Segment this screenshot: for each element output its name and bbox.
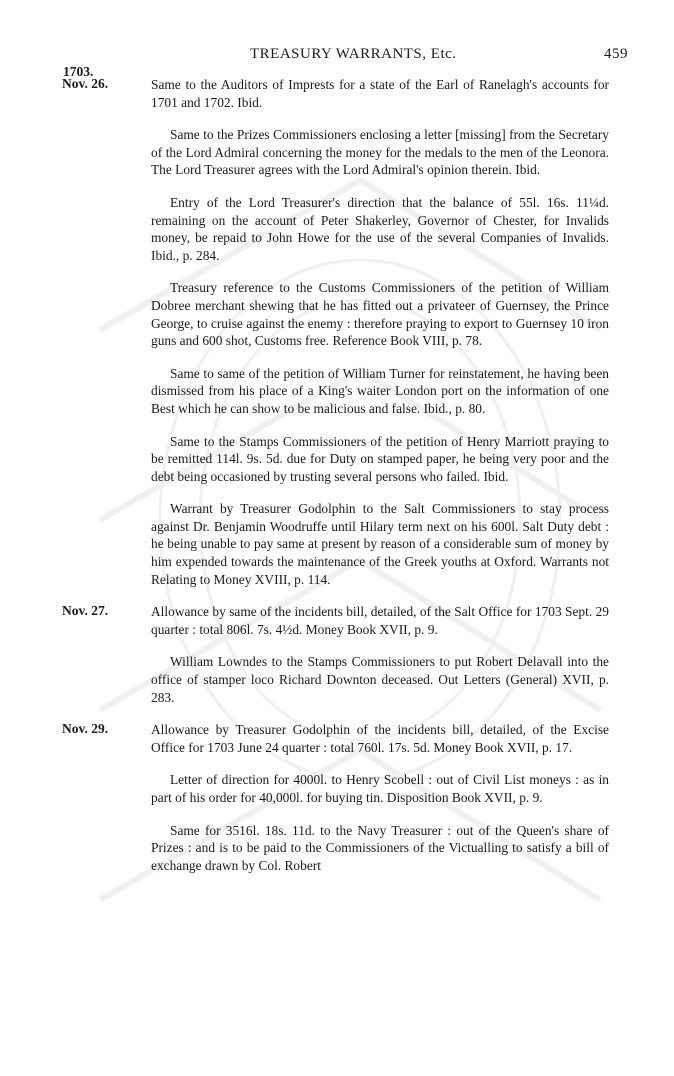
entry-date: Nov. 29. — [62, 721, 109, 737]
entry-text: Same to the Stamps Commissioners of the petition of Henry Marriott praying to be remitted 114l. 9s. 5d. due for Duty on stamped paper, he being very poor and the debt being occasioned by trusting several persons who failed. Ibid. — [151, 433, 609, 484]
entry — [0, 76, 674, 111]
entry-text: Same to the Prizes Commissioners enclosing a letter [missing] from the Secretary of the Lord Admiral concerning the money for the medals to the men of the Leonora. The Lord Treasurer agrees with the Lord Admiral's opinion therein. Ibid. — [151, 127, 609, 178]
entry-text: Allowance by Treasurer Godolphin of the incidents bill, detailed, of the Excise Office for 1703 June 24 quarter : total 760l. 17s. 5d. Money Book XVII, p. 17. — [151, 722, 609, 755]
entry-text: Entry of the Lord Treasurer's direction that the balance of 55l. 16s. 11¼d. remaining on the account of Peter Shakerley, Governor of Chester, for Invalids money, be repaid to John Howe for the use of the several Companies of Invalids. Ibid., p. 284. — [151, 194, 609, 263]
entry — [0, 500, 674, 588]
entry-text: Warrant by Treasurer Godolphin to the Salt Commissioners to stay process against Dr. Benjamin Woodruffe until Hilary term next on his 600l. Salt Duty debt : he being unable to pay same at present by reason of a considerable sum of money by him expended towards the maintenance of the Greek youths at Oxford. Warrants not Relating to Money XVIII, p. 114. — [151, 501, 609, 587]
entry — [0, 126, 674, 179]
running-title: TREASURY WARRANTS, Etc. — [250, 46, 457, 62]
page-number: 459 — [604, 46, 628, 62]
entry-text: William Lowndes to the Stamps Commissioners to put Robert Delavall into the office of stamper loco Richard Downton deceased. Out Letters (General) XVII, p. 283. — [151, 654, 609, 705]
entry — [0, 433, 674, 486]
entry — [0, 721, 674, 756]
entry-date: Nov. 26. — [62, 76, 109, 91]
entry — [0, 194, 674, 264]
entry-text: Allowance by same of the incidents bill, detailed, of the Salt Office for 1703 Sept. 29 quarter : total 806l. 7s. 4½d. Money Book XVII, p. 9. — [151, 604, 609, 637]
margin-year: 1703. — [63, 64, 94, 79]
entry — [0, 653, 674, 706]
entry — [0, 279, 674, 349]
entry-text: Letter of direction for 4000l. to Henry Scobell : out of Civil List moneys : as in part of his order for 40,000l. for buying tin. Disposition Book XVII, p. 9. — [151, 772, 609, 805]
entry-date: Nov. 27. — [62, 603, 109, 619]
entry — [0, 822, 674, 875]
entry-text: Same to same of the petition of William Turner for reinstatement, he having been dismissed from his place of a King's waiter London port on the information of one Best which he can show to be malicious and false. Ibid., p. 80. — [151, 365, 609, 416]
entry-text: Same for 3516l. 18s. 11d. to the Navy Treasurer : out of the Queen's share of Prizes : and is to be paid to the Commissioners of the Victualling to satisfy a bill of exchange drawn by Col. Robert — [151, 822, 609, 873]
entry — [0, 603, 674, 638]
entry — [0, 771, 674, 806]
entry-list — [0, 76, 674, 874]
entry-text: Treasury reference to the Customs Commissioners of the petition of William Dobree merchant shewing that he has fitted out a privateer of Guernsey, the Prince George, to cruise against the enemy : therefore praying to export to Guernsey 10 iron guns and 600 shot, Customs free. Reference Book VIII, p. 78. — [151, 280, 609, 349]
entry-text: Same to the Auditors of Imprests for a state of the Earl of Ranelagh's accounts for 1701 and 1702. Ibid. — [151, 77, 609, 110]
entry — [0, 365, 674, 418]
